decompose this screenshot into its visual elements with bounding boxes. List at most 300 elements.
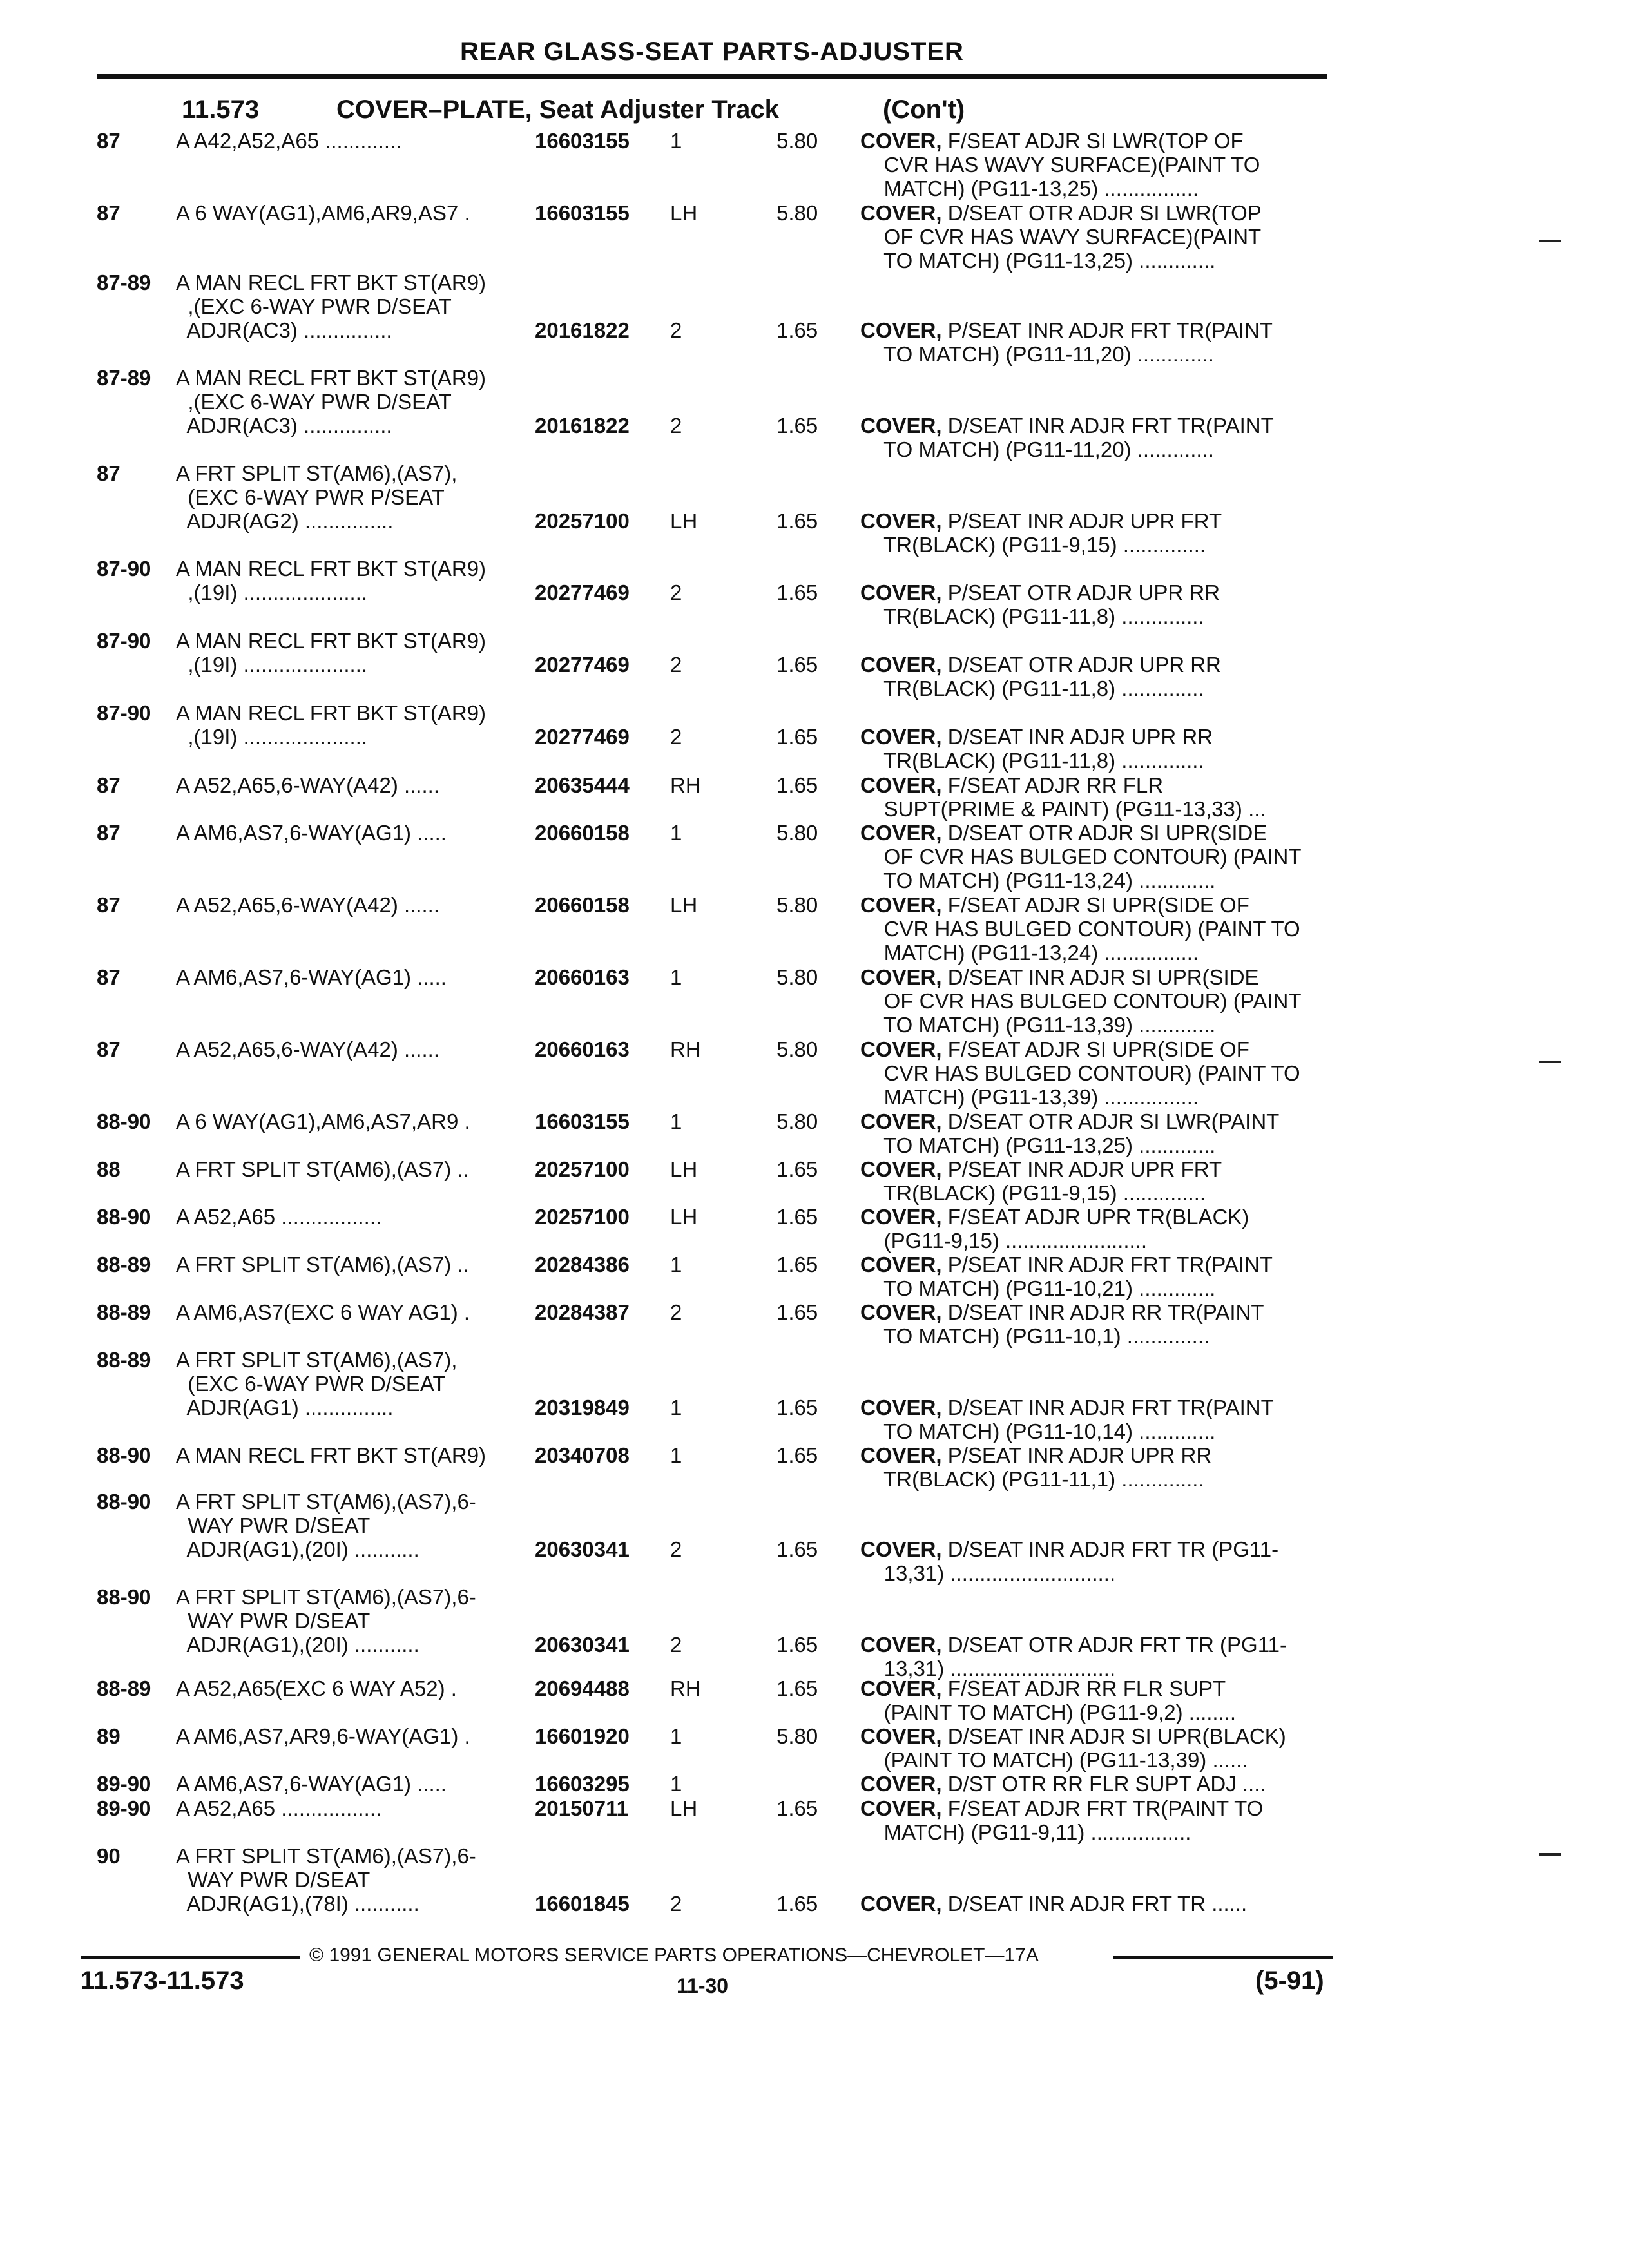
entry-part-name-keyword: COVER, xyxy=(860,1633,942,1657)
entry-part-number: 20284386 xyxy=(535,1253,630,1276)
entry-part-name-text: D/SEAT INR ADJR FRT TR (PG11- xyxy=(941,1537,1279,1561)
entry-description: ADJR(AC3) ............... xyxy=(176,414,392,437)
entry-part-name-keyword: COVER, xyxy=(860,1796,942,1820)
entry-description: A A52,A65(EXC 6 WAY A52) . xyxy=(176,1677,457,1700)
footer-rule-right xyxy=(1113,1956,1333,1959)
entry-part-number: 20257100 xyxy=(535,1205,630,1229)
entry-price: 1.65 xyxy=(776,1205,818,1229)
entry-part-name-text: F/SEAT ADJR RR FLR SUPT xyxy=(941,1677,1226,1700)
entry-part-name-text: P/SEAT INR ADJR FRT TR(PAINT xyxy=(941,1253,1273,1276)
entry-part-name-text: MATCH) (PG11-13,39) ................ xyxy=(860,1085,1199,1109)
entry-year: 87 xyxy=(97,821,120,845)
entry-part-name xyxy=(860,1796,1327,1820)
entry-part-name xyxy=(860,249,1327,273)
entry-description: A A52,A65,6-WAY(A42) ...... xyxy=(176,773,440,797)
entry-quantity: 1 xyxy=(670,1253,682,1276)
entry-part-name-text: TO MATCH) (PG11-13,24) ............. xyxy=(860,869,1216,892)
entry-part-name xyxy=(860,1700,1327,1724)
entry-part-name-text: P/SEAT INR ADJR UPR FRT xyxy=(941,1157,1222,1181)
entry-price: 1.65 xyxy=(776,414,818,437)
entry-part-name-text: D/SEAT OTR ADJR SI UPR(SIDE xyxy=(941,821,1268,845)
entry-part-name-text: TR(BLACK) (PG11-9,15) .............. xyxy=(860,1181,1206,1205)
entry-part-name-keyword: COVER, xyxy=(860,509,942,533)
entry-quantity: LH xyxy=(670,201,698,225)
entry-part-name xyxy=(860,129,1327,153)
entry-year: 90 xyxy=(97,1844,120,1868)
entry-year: 87 xyxy=(97,893,120,917)
entry-part-name xyxy=(860,1133,1327,1157)
entry-quantity: 2 xyxy=(670,414,682,437)
entry-part-name xyxy=(860,342,1327,366)
entry-description: A 6 WAY(AG1),AM6,AR9,AS7 . xyxy=(176,201,470,225)
entry-part-number: 20284387 xyxy=(535,1300,630,1324)
entry-part-name xyxy=(860,604,1327,628)
entry-year: 87 xyxy=(97,461,120,485)
entry-part-number: 16603155 xyxy=(535,1110,630,1133)
entry-price: 5.80 xyxy=(776,821,818,845)
entry-part-name-text: D/SEAT INR ADJR UPR RR xyxy=(941,725,1213,749)
entry-part-name xyxy=(860,1561,1327,1585)
page-title: REAR GLASS-SEAT PARTS-ADJUSTER xyxy=(460,37,964,66)
entry-part-name-text: SUPT(PRIME & PAINT) (PG11-13,33) ... xyxy=(860,797,1266,821)
footer-section-range: 11.573-11.573 xyxy=(81,1966,244,1995)
entry-part-name-keyword: COVER, xyxy=(860,1253,942,1276)
entry-description: A FRT SPLIT ST(AM6),(AS7),6- xyxy=(176,1844,476,1868)
entry-part-name xyxy=(860,917,1327,941)
entry-part-number: 20161822 xyxy=(535,318,630,342)
entry-description: (EXC 6-WAY PWR D/SEAT xyxy=(176,1372,446,1396)
entry-part-name xyxy=(860,1419,1327,1443)
entry-quantity: LH xyxy=(670,509,698,533)
entry-part-name xyxy=(860,153,1327,177)
entry-part-name xyxy=(860,1820,1327,1844)
entry-part-name xyxy=(860,749,1327,773)
entry-part-name-keyword: COVER, xyxy=(860,129,942,153)
entry-part-name-keyword: COVER, xyxy=(860,653,942,677)
margin-mark xyxy=(1539,1853,1561,1856)
margin-mark xyxy=(1539,240,1561,242)
entry-part-name-text: D/ST OTR RR FLR SUPT ADJ .... xyxy=(941,1772,1266,1796)
entry-year: 88-90 xyxy=(97,1110,151,1133)
entry-part-name-text: D/SEAT INR ADJR FRT TR(PAINT xyxy=(941,414,1274,437)
entry-description: ,(19I) ..................... xyxy=(176,653,368,677)
entry-price: 5.80 xyxy=(776,1110,818,1133)
entry-part-name-text: TO MATCH) (PG11-10,21) ............. xyxy=(860,1276,1216,1300)
entry-part-name xyxy=(860,1110,1327,1133)
entry-part-name-text: TO MATCH) (PG11-11,20) ............. xyxy=(860,437,1214,461)
entry-part-name xyxy=(860,725,1327,749)
entry-description: WAY PWR D/SEAT xyxy=(176,1514,371,1537)
section-number: 11.573 xyxy=(182,95,260,124)
entry-part-name xyxy=(860,1253,1327,1276)
entry-part-name-keyword: COVER, xyxy=(860,1300,942,1324)
entry-part-name xyxy=(860,1181,1327,1205)
entry-price: 1.65 xyxy=(776,725,818,749)
entry-part-name xyxy=(860,318,1327,342)
entry-part-number: 16603295 xyxy=(535,1772,630,1796)
entry-price: 1.65 xyxy=(776,1157,818,1181)
entry-part-name-text: TO MATCH) (PG11-13,25) ............. xyxy=(860,249,1216,273)
entry-part-name xyxy=(860,533,1327,557)
entry-part-name xyxy=(860,177,1327,200)
entry-part-name-text: D/SEAT INR ADJR SI UPR(BLACK) xyxy=(941,1724,1286,1748)
entry-price: 1.65 xyxy=(776,1537,818,1561)
entry-part-name xyxy=(860,437,1327,461)
entry-part-name xyxy=(860,1300,1327,1324)
entry-description: ,(EXC 6-WAY PWR D/SEAT xyxy=(176,390,452,414)
entry-description: A A52,A65,6-WAY(A42) ...... xyxy=(176,1037,440,1061)
entry-price: 1.65 xyxy=(776,1677,818,1700)
entry-part-name xyxy=(860,1443,1327,1467)
entry-part-name-text: P/SEAT OTR ADJR UPR RR xyxy=(941,581,1220,604)
entry-description: A FRT SPLIT ST(AM6),(AS7) .. xyxy=(176,1253,469,1276)
entry-part-number: 16601920 xyxy=(535,1724,630,1748)
entry-year: 87-90 xyxy=(97,629,151,653)
entry-quantity: 1 xyxy=(670,129,682,153)
entry-part-name-text: TO MATCH) (PG11-13,39) ............. xyxy=(860,1013,1216,1037)
entry-part-name xyxy=(860,1537,1327,1561)
entry-part-name-text: OF CVR HAS WAVY SURFACE)(PAINT xyxy=(860,225,1262,249)
entry-part-name-text: TO MATCH) (PG11-13,25) ............. xyxy=(860,1133,1216,1157)
entry-quantity: 2 xyxy=(670,1892,682,1916)
entry-year: 87 xyxy=(97,1037,120,1061)
entry-description: A A52,A65 ................. xyxy=(176,1205,382,1229)
entry-quantity: 1 xyxy=(670,1772,682,1796)
entry-part-number: 20630341 xyxy=(535,1537,630,1561)
entry-part-number: 20277469 xyxy=(535,725,630,749)
entry-part-number: 20694488 xyxy=(535,1677,630,1700)
entry-year: 87-90 xyxy=(97,701,151,725)
entry-quantity: LH xyxy=(670,893,698,917)
entry-part-number: 20630341 xyxy=(535,1633,630,1657)
entry-part-name-text: F/SEAT ADJR SI LWR(TOP OF xyxy=(941,129,1244,153)
entry-part-name xyxy=(860,1205,1327,1229)
margin-mark xyxy=(1539,1061,1561,1063)
entry-part-name-text: CVR HAS WAVY SURFACE)(PAINT TO xyxy=(860,153,1260,177)
entry-part-number: 20635444 xyxy=(535,773,630,797)
entry-part-number: 20660158 xyxy=(535,821,630,845)
entry-year: 87-89 xyxy=(97,366,151,390)
entry-price: 5.80 xyxy=(776,129,818,153)
entry-part-name-keyword: COVER, xyxy=(860,581,942,604)
entry-part-name xyxy=(860,1157,1327,1181)
entry-quantity: 2 xyxy=(670,1300,682,1324)
entry-year: 87 xyxy=(97,773,120,797)
entry-price: 1.65 xyxy=(776,1892,818,1916)
entry-part-name-text: OF CVR HAS BULGED CONTOUR) (PAINT xyxy=(860,989,1302,1013)
entry-part-name xyxy=(860,965,1327,989)
entry-part-name-text: TR(BLACK) (PG11-9,15) .............. xyxy=(860,533,1206,557)
section-continued: (Con't) xyxy=(883,95,965,124)
entry-part-name-keyword: COVER, xyxy=(860,1110,942,1133)
entry-part-name-text: TR(BLACK) (PG11-11,8) .............. xyxy=(860,604,1204,628)
entry-description: ADJR(AG1),(20I) ........... xyxy=(176,1633,419,1657)
entry-part-name-text: D/SEAT OTR ADJR UPR RR xyxy=(941,653,1221,677)
entry-description: A MAN RECL FRT BKT ST(AR9) xyxy=(176,1443,487,1467)
entry-year: 87-89 xyxy=(97,271,151,294)
entry-year: 88 xyxy=(97,1157,120,1181)
entry-quantity: 2 xyxy=(670,725,682,749)
entry-description: A AM6,AS7,AR9,6-WAY(AG1) . xyxy=(176,1724,470,1748)
entry-part-name-text: TO MATCH) (PG11-10,1) .............. xyxy=(860,1324,1210,1348)
entry-part-name xyxy=(860,797,1327,821)
entry-part-name-text: D/SEAT INR ADJR FRT TR ...... xyxy=(941,1892,1248,1916)
entry-part-name-keyword: COVER, xyxy=(860,773,942,797)
entry-description: A MAN RECL FRT BKT ST(AR9) xyxy=(176,271,487,294)
entry-part-name-text: TO MATCH) (PG11-11,20) ............. xyxy=(860,342,1214,366)
entry-part-name xyxy=(860,1229,1327,1253)
entry-part-name-text: F/SEAT ADJR UPR TR(BLACK) xyxy=(941,1205,1249,1229)
entry-year: 88-90 xyxy=(97,1490,151,1514)
entry-price: 1.65 xyxy=(776,773,818,797)
entry-description: A MAN RECL FRT BKT ST(AR9) xyxy=(176,629,487,653)
entry-description: A FRT SPLIT ST(AM6),(AS7), xyxy=(176,461,458,485)
entry-part-name-keyword: COVER, xyxy=(860,1157,942,1181)
entry-part-name-keyword: COVER, xyxy=(860,1677,942,1700)
entry-description: A A52,A65,6-WAY(A42) ...... xyxy=(176,893,440,917)
entry-description: A AM6,AS7,6-WAY(AG1) ..... xyxy=(176,965,447,989)
entry-quantity: 2 xyxy=(670,581,682,604)
entry-part-name xyxy=(860,201,1327,225)
entry-part-name-keyword: COVER, xyxy=(860,1537,942,1561)
entry-part-name-text: F/SEAT ADJR SI UPR(SIDE OF xyxy=(941,893,1249,917)
entry-description: A MAN RECL FRT BKT ST(AR9) xyxy=(176,366,487,390)
entry-price: 1.65 xyxy=(776,1396,818,1419)
entry-description: A MAN RECL FRT BKT ST(AR9) xyxy=(176,701,487,725)
entry-part-name-text: TR(BLACK) (PG11-11,8) .............. xyxy=(860,677,1204,700)
entry-part-name xyxy=(860,1677,1327,1700)
entry-description: ADJR(AG1),(20I) ........... xyxy=(176,1537,419,1561)
entry-part-number: 20340708 xyxy=(535,1443,630,1467)
entry-description: ,(EXC 6-WAY PWR D/SEAT xyxy=(176,294,452,318)
entry-part-name-keyword: COVER, xyxy=(860,1443,942,1467)
entry-part-number: 20257100 xyxy=(535,509,630,533)
entry-part-name xyxy=(860,1772,1327,1796)
entry-part-name-text: F/SEAT ADJR FRT TR(PAINT TO xyxy=(941,1796,1264,1820)
entry-price: 1.65 xyxy=(776,581,818,604)
entry-part-name xyxy=(860,581,1327,604)
entry-part-name xyxy=(860,414,1327,437)
entry-part-name-keyword: COVER, xyxy=(860,1205,942,1229)
entry-part-name-text: D/SEAT OTR ADJR FRT TR (PG11- xyxy=(941,1633,1287,1657)
entry-year: 89-90 xyxy=(97,1772,151,1796)
entry-quantity: LH xyxy=(670,1157,698,1181)
entry-part-name-text: D/SEAT OTR ADJR SI LWR(PAINT xyxy=(941,1110,1280,1133)
footer-copyright: © 1991 GENERAL MOTORS SERVICE PARTS OPERATIONS—CHEVROLET—17A xyxy=(309,1945,1039,1966)
entry-part-number: 20161822 xyxy=(535,414,630,437)
entry-description: A AM6,AS7,6-WAY(AG1) ..... xyxy=(176,821,447,845)
entry-description: A A42,A52,A65 ............. xyxy=(176,129,402,153)
entry-quantity: 1 xyxy=(670,1110,682,1133)
entry-price: 1.65 xyxy=(776,1443,818,1467)
entry-part-name-text: D/SEAT OTR ADJR SI LWR(TOP xyxy=(941,201,1262,225)
entry-year: 87 xyxy=(97,129,120,153)
entry-part-name-text: (PAINT TO MATCH) (PG11-9,2) ........ xyxy=(860,1700,1237,1724)
entry-description: A FRT SPLIT ST(AM6),(AS7),6- xyxy=(176,1585,476,1609)
entry-part-name-keyword: COVER, xyxy=(860,414,942,437)
entry-part-name-text: D/SEAT INR ADJR RR TR(PAINT xyxy=(941,1300,1264,1324)
entry-quantity: 2 xyxy=(670,318,682,342)
entry-quantity: 1 xyxy=(670,1396,682,1419)
entry-part-name-text: (PAINT TO MATCH) (PG11-13,39) ...... xyxy=(860,1748,1248,1772)
entry-year: 89 xyxy=(97,1724,120,1748)
entry-price: 1.65 xyxy=(776,1300,818,1324)
entry-part-number: 16603155 xyxy=(535,129,630,153)
entry-year: 88-89 xyxy=(97,1253,151,1276)
entry-part-name xyxy=(860,1396,1327,1419)
entry-part-number: 20660163 xyxy=(535,965,630,989)
entry-part-name xyxy=(860,989,1327,1013)
entry-quantity: 2 xyxy=(670,653,682,677)
entry-part-name xyxy=(860,225,1327,249)
entry-part-name-text: TR(BLACK) (PG11-11,8) .............. xyxy=(860,749,1204,773)
entry-part-name-text: D/SEAT INR ADJR FRT TR(PAINT xyxy=(941,1396,1274,1419)
entry-description: ADJR(AG1),(78I) ........... xyxy=(176,1892,419,1916)
entry-part-name xyxy=(860,509,1327,533)
entry-quantity: 1 xyxy=(670,1443,682,1467)
entry-part-name-text: (PG11-9,15) ........................ xyxy=(860,1229,1148,1253)
entry-part-name-text: D/SEAT INR ADJR SI UPR(SIDE xyxy=(941,965,1259,989)
entry-description: A AM6,AS7,6-WAY(AG1) ..... xyxy=(176,1772,447,1796)
entry-part-name-text: TO MATCH) (PG11-10,14) ............. xyxy=(860,1419,1216,1443)
entry-quantity: 2 xyxy=(670,1537,682,1561)
entry-quantity: RH xyxy=(670,1677,701,1700)
entry-quantity: 1 xyxy=(670,821,682,845)
entry-year: 88-89 xyxy=(97,1348,151,1372)
entry-part-name-keyword: COVER, xyxy=(860,318,942,342)
entry-part-name-keyword: COVER, xyxy=(860,201,942,225)
entry-quantity: LH xyxy=(670,1796,698,1820)
entry-part-number: 20150711 xyxy=(535,1796,629,1820)
entry-price: 1.65 xyxy=(776,1253,818,1276)
entry-part-name xyxy=(860,821,1327,845)
entry-part-name-keyword: COVER, xyxy=(860,1772,942,1796)
entry-year: 88-90 xyxy=(97,1585,151,1609)
entry-price: 1.65 xyxy=(776,318,818,342)
entry-part-name-text: CVR HAS BULGED CONTOUR) (PAINT TO xyxy=(860,917,1300,941)
entry-description: A 6 WAY(AG1),AM6,AS7,AR9 . xyxy=(176,1110,470,1133)
entry-description: ,(19I) ..................... xyxy=(176,581,368,604)
entry-part-name-text: OF CVR HAS BULGED CONTOUR) (PAINT xyxy=(860,845,1302,869)
entry-year: 87-90 xyxy=(97,557,151,581)
entry-quantity: 2 xyxy=(670,1633,682,1657)
entry-part-name-text: TR(BLACK) (PG11-11,1) .............. xyxy=(860,1467,1204,1491)
entry-part-name-text: MATCH) (PG11-9,11) ................. xyxy=(860,1820,1191,1844)
entry-description: A FRT SPLIT ST(AM6),(AS7) .. xyxy=(176,1157,469,1181)
entry-description: WAY PWR D/SEAT xyxy=(176,1609,371,1633)
entry-part-name-text: MATCH) (PG11-13,24) ................ xyxy=(860,941,1199,965)
entry-part-name-text: F/SEAT ADJR SI UPR(SIDE OF xyxy=(941,1037,1249,1061)
entry-description: WAY PWR D/SEAT xyxy=(176,1868,371,1892)
entry-part-name-text: P/SEAT INR ADJR UPR FRT xyxy=(941,509,1222,533)
entry-description: ,(19I) ..................... xyxy=(176,725,368,749)
entry-part-name-text: CVR HAS BULGED CONTOUR) (PAINT TO xyxy=(860,1061,1300,1085)
entry-part-name xyxy=(860,869,1327,892)
entry-part-number: 20660163 xyxy=(535,1037,630,1061)
footer-page-number: 11-30 xyxy=(677,1974,729,1997)
section-title: COVER–PLATE, Seat Adjuster Track xyxy=(336,95,779,124)
entry-price: 5.80 xyxy=(776,1037,818,1061)
entry-price: 5.80 xyxy=(776,893,818,917)
entry-year: 87 xyxy=(97,201,120,225)
entry-part-name xyxy=(860,677,1327,700)
entry-part-name xyxy=(860,1276,1327,1300)
entry-part-name-keyword: COVER, xyxy=(860,1037,942,1061)
entry-part-number: 20277469 xyxy=(535,581,630,604)
entry-price: 1.65 xyxy=(776,653,818,677)
entry-part-name xyxy=(860,1892,1327,1916)
entry-part-name xyxy=(860,773,1327,797)
entry-part-name xyxy=(860,845,1327,869)
entry-quantity: 1 xyxy=(670,1724,682,1748)
entry-year: 88-90 xyxy=(97,1205,151,1229)
entry-part-name xyxy=(860,653,1327,677)
entry-part-name-text: P/SEAT INR ADJR FRT TR(PAINT xyxy=(941,318,1273,342)
entry-description: A FRT SPLIT ST(AM6),(AS7),6- xyxy=(176,1490,476,1514)
entry-part-name xyxy=(860,1724,1327,1748)
footer-rule-left xyxy=(81,1956,300,1959)
entry-part-number: 20277469 xyxy=(535,653,630,677)
entry-description: ADJR(AG2) ............... xyxy=(176,509,394,533)
entry-part-name xyxy=(860,941,1327,965)
entry-description: A A52,A65 ................. xyxy=(176,1796,382,1820)
entry-part-name-text: F/SEAT ADJR RR FLR xyxy=(941,773,1164,797)
entry-part-name-keyword: COVER, xyxy=(860,893,942,917)
entry-part-name-keyword: COVER, xyxy=(860,821,942,845)
entry-year: 88-89 xyxy=(97,1300,151,1324)
entry-part-name-keyword: COVER, xyxy=(860,725,942,749)
entry-year: 89-90 xyxy=(97,1796,151,1820)
entry-part-name xyxy=(860,1037,1327,1061)
entry-price: 5.80 xyxy=(776,1724,818,1748)
entry-part-name-text: P/SEAT INR ADJR UPR RR xyxy=(941,1443,1212,1467)
entry-part-name xyxy=(860,1085,1327,1109)
entry-part-name xyxy=(860,1324,1327,1348)
entry-part-number: 20257100 xyxy=(535,1157,630,1181)
entry-part-number: 16603155 xyxy=(535,201,630,225)
entry-description: A FRT SPLIT ST(AM6),(AS7), xyxy=(176,1348,458,1372)
entry-price: 1.65 xyxy=(776,1796,818,1820)
entry-part-name-keyword: COVER, xyxy=(860,1892,942,1916)
footer-date: (5-91) xyxy=(1255,1966,1324,1995)
entry-description: (EXC 6-WAY PWR P/SEAT xyxy=(176,485,445,509)
entry-description: A AM6,AS7(EXC 6 WAY AG1) . xyxy=(176,1300,470,1324)
entry-part-name-text: MATCH) (PG11-13,25) ................ xyxy=(860,177,1199,200)
entry-part-name-text: 13,31) ............................ xyxy=(860,1561,1116,1585)
entry-part-name-text: 13,31) ............................ xyxy=(860,1657,1116,1680)
entry-part-name-keyword: COVER, xyxy=(860,965,942,989)
entry-price: 5.80 xyxy=(776,965,818,989)
entry-part-name-keyword: COVER, xyxy=(860,1396,942,1419)
entry-part-name xyxy=(860,1748,1327,1772)
entry-part-name xyxy=(860,1013,1327,1037)
entry-description: ADJR(AG1) ............... xyxy=(176,1396,394,1419)
entry-part-number: 20660158 xyxy=(535,893,630,917)
entry-year: 88-89 xyxy=(97,1677,151,1700)
entry-part-name xyxy=(860,1061,1327,1085)
entry-year: 87 xyxy=(97,965,120,989)
entry-quantity: RH xyxy=(670,1037,701,1061)
entry-part-number: 16601845 xyxy=(535,1892,630,1916)
entry-description: A MAN RECL FRT BKT ST(AR9) xyxy=(176,557,487,581)
entry-description: ADJR(AC3) ............... xyxy=(176,318,392,342)
entry-quantity: LH xyxy=(670,1205,698,1229)
entry-part-name xyxy=(860,1467,1327,1491)
entry-part-name xyxy=(860,1633,1327,1657)
entry-year: 88-90 xyxy=(97,1443,151,1467)
entry-part-number: 20319849 xyxy=(535,1396,630,1419)
entry-part-name xyxy=(860,893,1327,917)
